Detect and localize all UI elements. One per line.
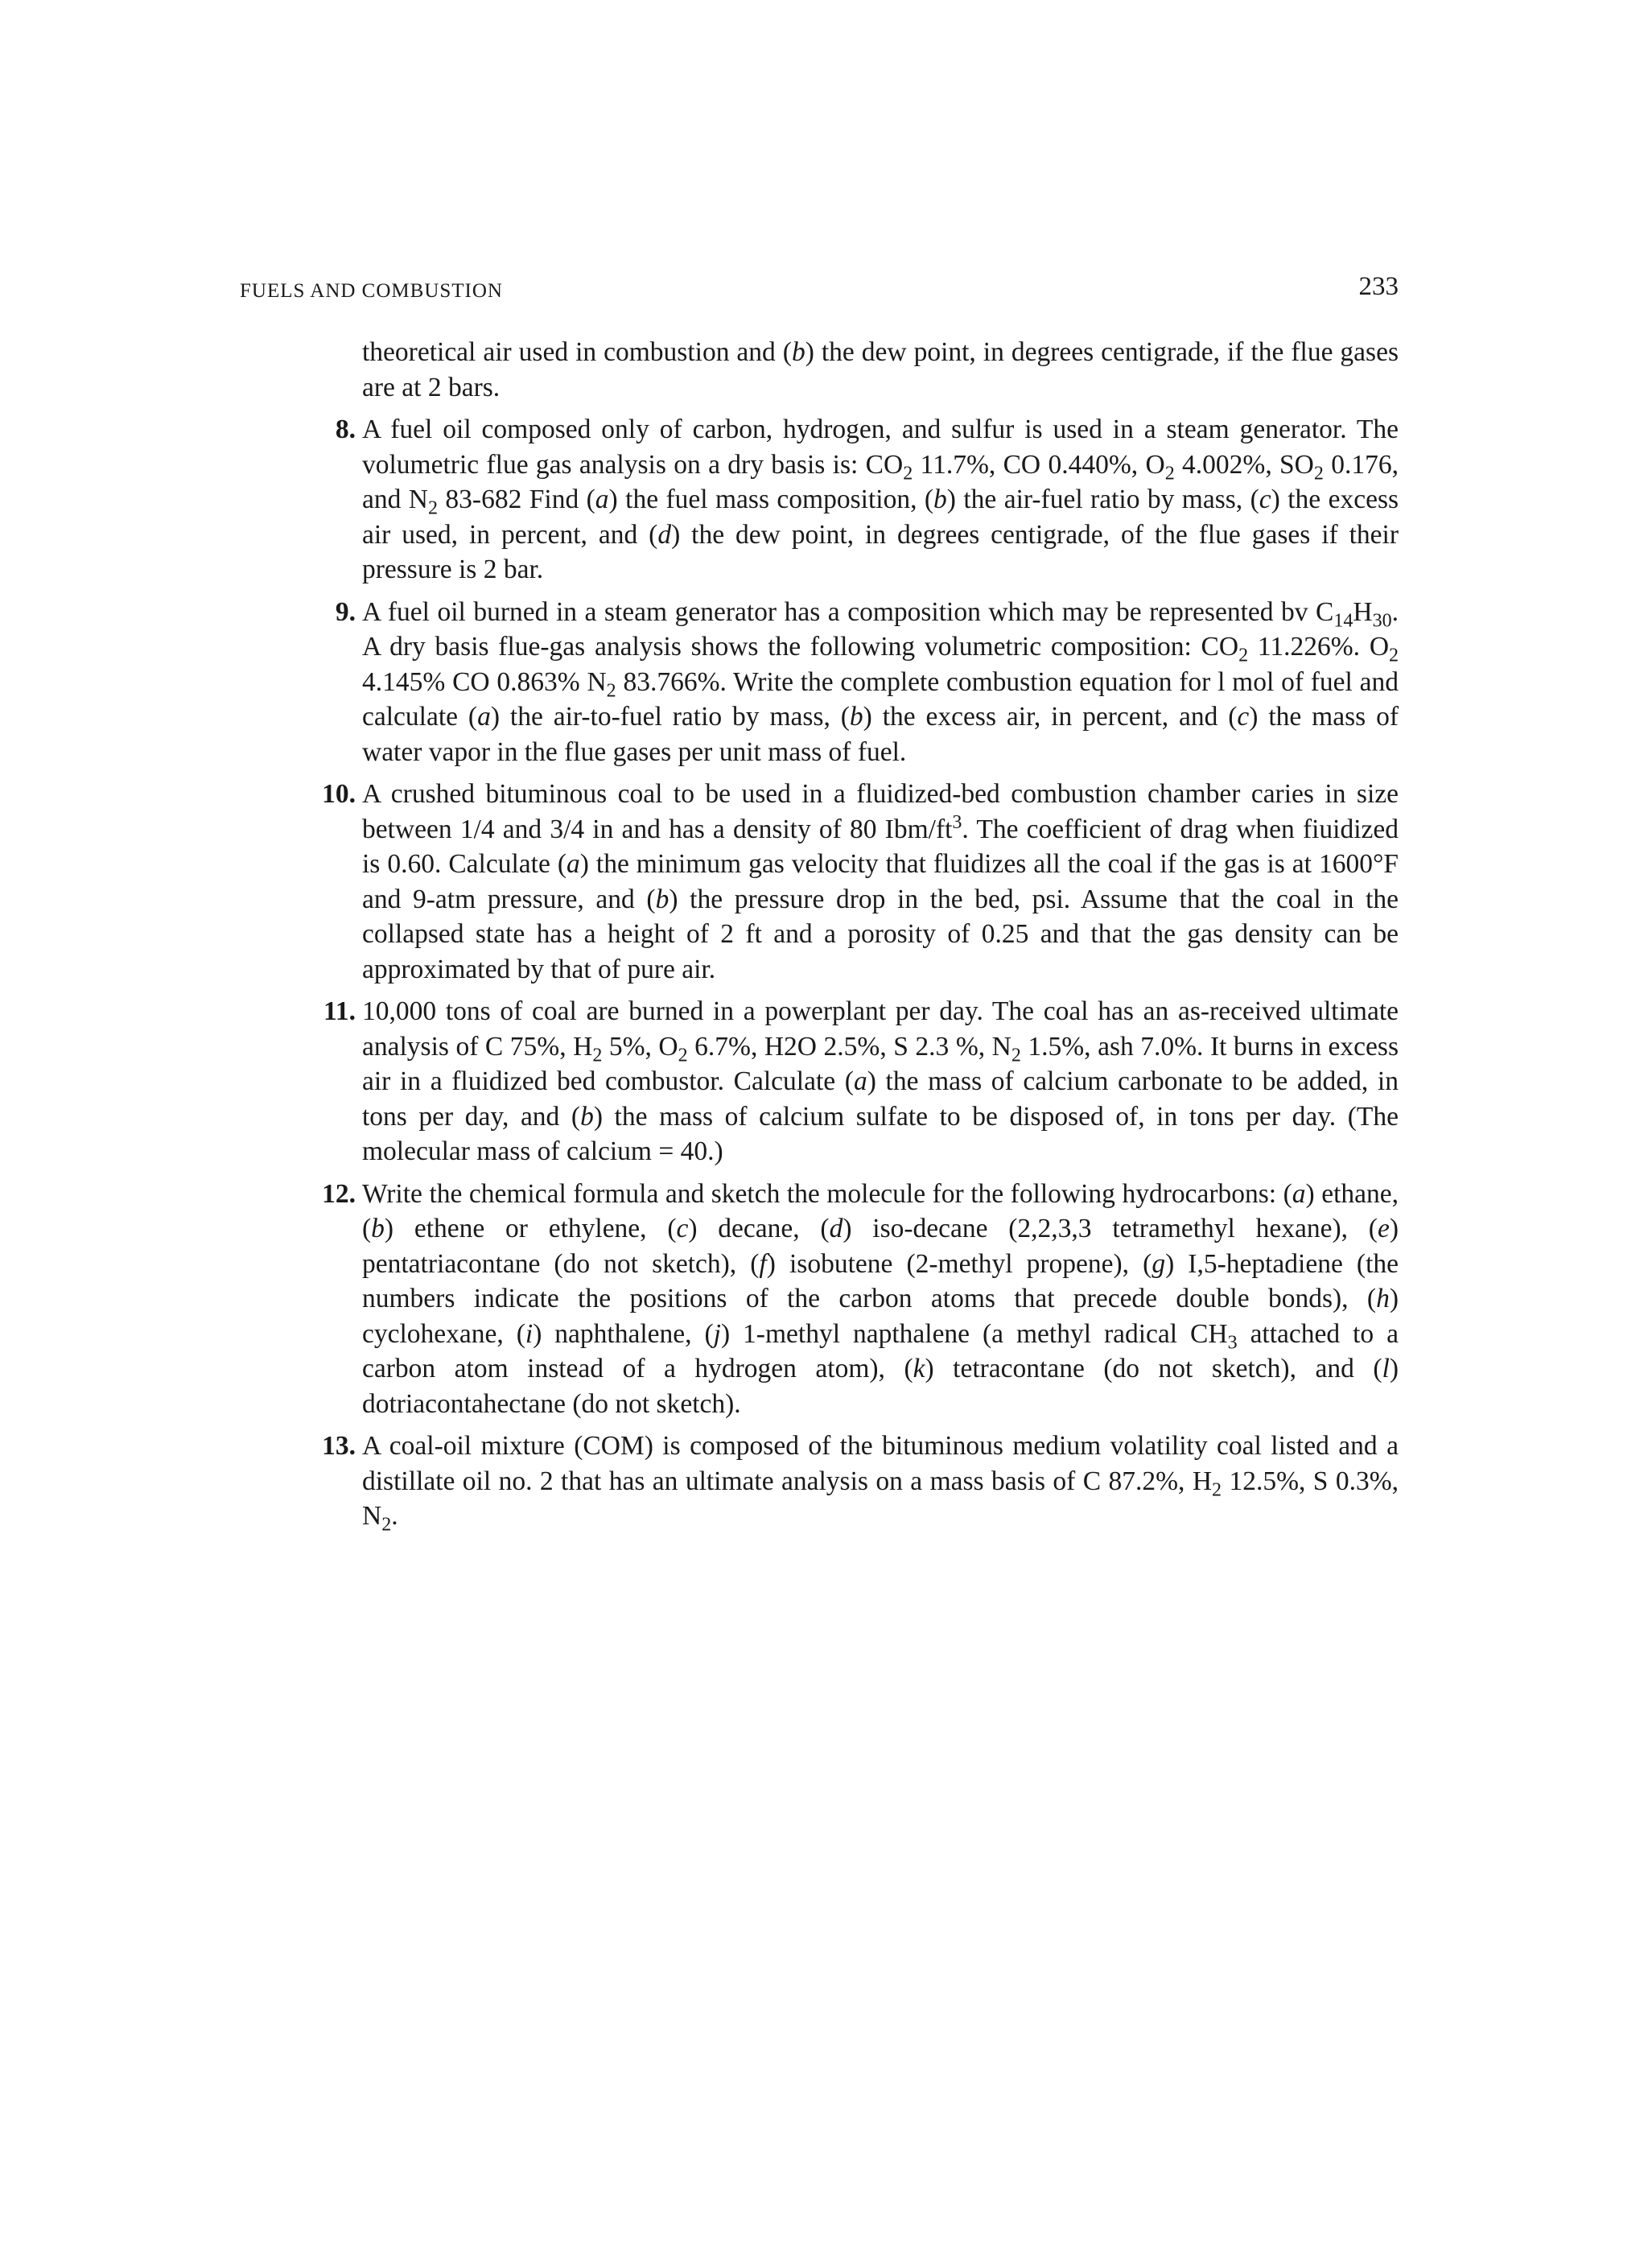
problem-7-continuation: theoretical air used in combustion and (b) the dew point, in degrees centigrade, if the flue gases are at 2 bars. <box>362 337 1399 402</box>
problem-9 <box>240 595 1399 770</box>
problem-13 <box>240 1429 1399 1534</box>
problem-text: Write the chemical formula and sketch the molecule for the following hydrocarbons: (a) ethane, (b) ethene or ethylene, (c) decane, (d) iso-decane (2,2,3,3 tetramethyl hexane), (e) pentatriacontane (do not sketch), (f) isobutene (2-methyl propene), (g) I,5-heptadiene (the numbers indicate the positions of the carbon atoms that precede double bonds), (h) cyclohexane, (i) naphthalene, (j) 1-methyl napthalene (a methyl radical $CH_3$ attached to a carbon atom instead of a hydrogen atom), (k) tetracontane (do not sketch), and (l) dotriacontahectane (do not sketch). <box>362 1178 1399 1419</box>
problem-number: 10. <box>322 779 356 809</box>
problem-12 <box>240 1177 1399 1422</box>
problem-number: 8. <box>335 414 356 444</box>
problem-number: 11. <box>323 996 356 1026</box>
problem-text: A coal-oil mixture (COM) is composed of the bituminous medium volatility coal listed and a distillate oil no. 2 that has an ultimate analysis on a mass basis of C 87.2%, $H_2$ 12.5%, S 0.3%, $N_2$. <box>362 1431 1399 1536</box>
problem-11 <box>240 994 1399 1169</box>
problem-number: 9. <box>335 596 356 627</box>
problem-number: 12. <box>322 1178 356 1209</box>
page-number: 233 <box>1358 272 1399 301</box>
problem-text: 10,000 tons of coal are burned in a powerplant per day. The coal has an as-received ultimate analysis of C 75%, $H_2$ 5%, $O_2$ 6.7%, H2O 2.5%, S 2.3 %, $N_2$ 1.5%, ash 7.0%. It burns in excess air in a fluidized bed combustor. Calculate (a) the mass of calcium carbonate to be added, in tons per day, and (b) the mass of calcium sulfate to be disposed of, in tons per day. (The molecular mass of calcium = 40.) <box>362 996 1399 1166</box>
problem-text: A crushed bituminous coal to be used in a fluidized-bed combustion chamber caries in size between 1/4 and 3/4 in and has a density of 80 Ibm/$ft^3$. The coefficient of drag when fiuidized is 0.60. Calculate (a) the minimum gas velocity that fluidizes all the coal if the gas is at 1600°F and 9-atm pressure, and (b) the pressure drop in the bed, psi. Assume that the coal in the collapsed state has a height of 2 ft and a porosity of 0.25 and that the gas density can be approximated by that of pure air. <box>362 779 1399 984</box>
problem-list <box>240 335 1399 1541</box>
problem-text: A fuel oil composed only of carbon, hydrogen, and sulfur is used in a steam generator. The volumetric flue gas analysis on a dry basis is: $CO_2$ 11.7%, CO 0.440%, $O_2$ 4.002%, $SO_2$ 0.176, and $N_2$ 83-682 Find (a) the fuel mass composition, (b) the air-fuel ratio by mass, (c) the excess air used, in percent, and (d) the dew point, in degrees centigrade, of the flue gases if their pressure is 2 bar. <box>362 414 1399 584</box>
problem-text: A fuel oil burned in a steam generator has a composition which may be represented bv $C_{14}H_{30}$. A dry basis flue-gas analysis shows the following volumetric composition: $CO_2$ 11.226%. $O_2$ 4.145% CO 0.863% $N_2$ 83.766%. Write the complete combustion equation for l mol of fuel and calculate (a) the air-to-fuel ratio by mass, (b) the excess air, in percent, and (c) the mass of water vapor in the flue gases per unit mass of fuel. <box>362 596 1399 767</box>
problem-number: 13. <box>322 1431 356 1461</box>
problem-8 <box>240 412 1399 588</box>
page-header <box>240 272 1399 312</box>
running-head: FUELS AND COMBUSTION <box>240 280 503 302</box>
problem-10 <box>240 777 1399 987</box>
